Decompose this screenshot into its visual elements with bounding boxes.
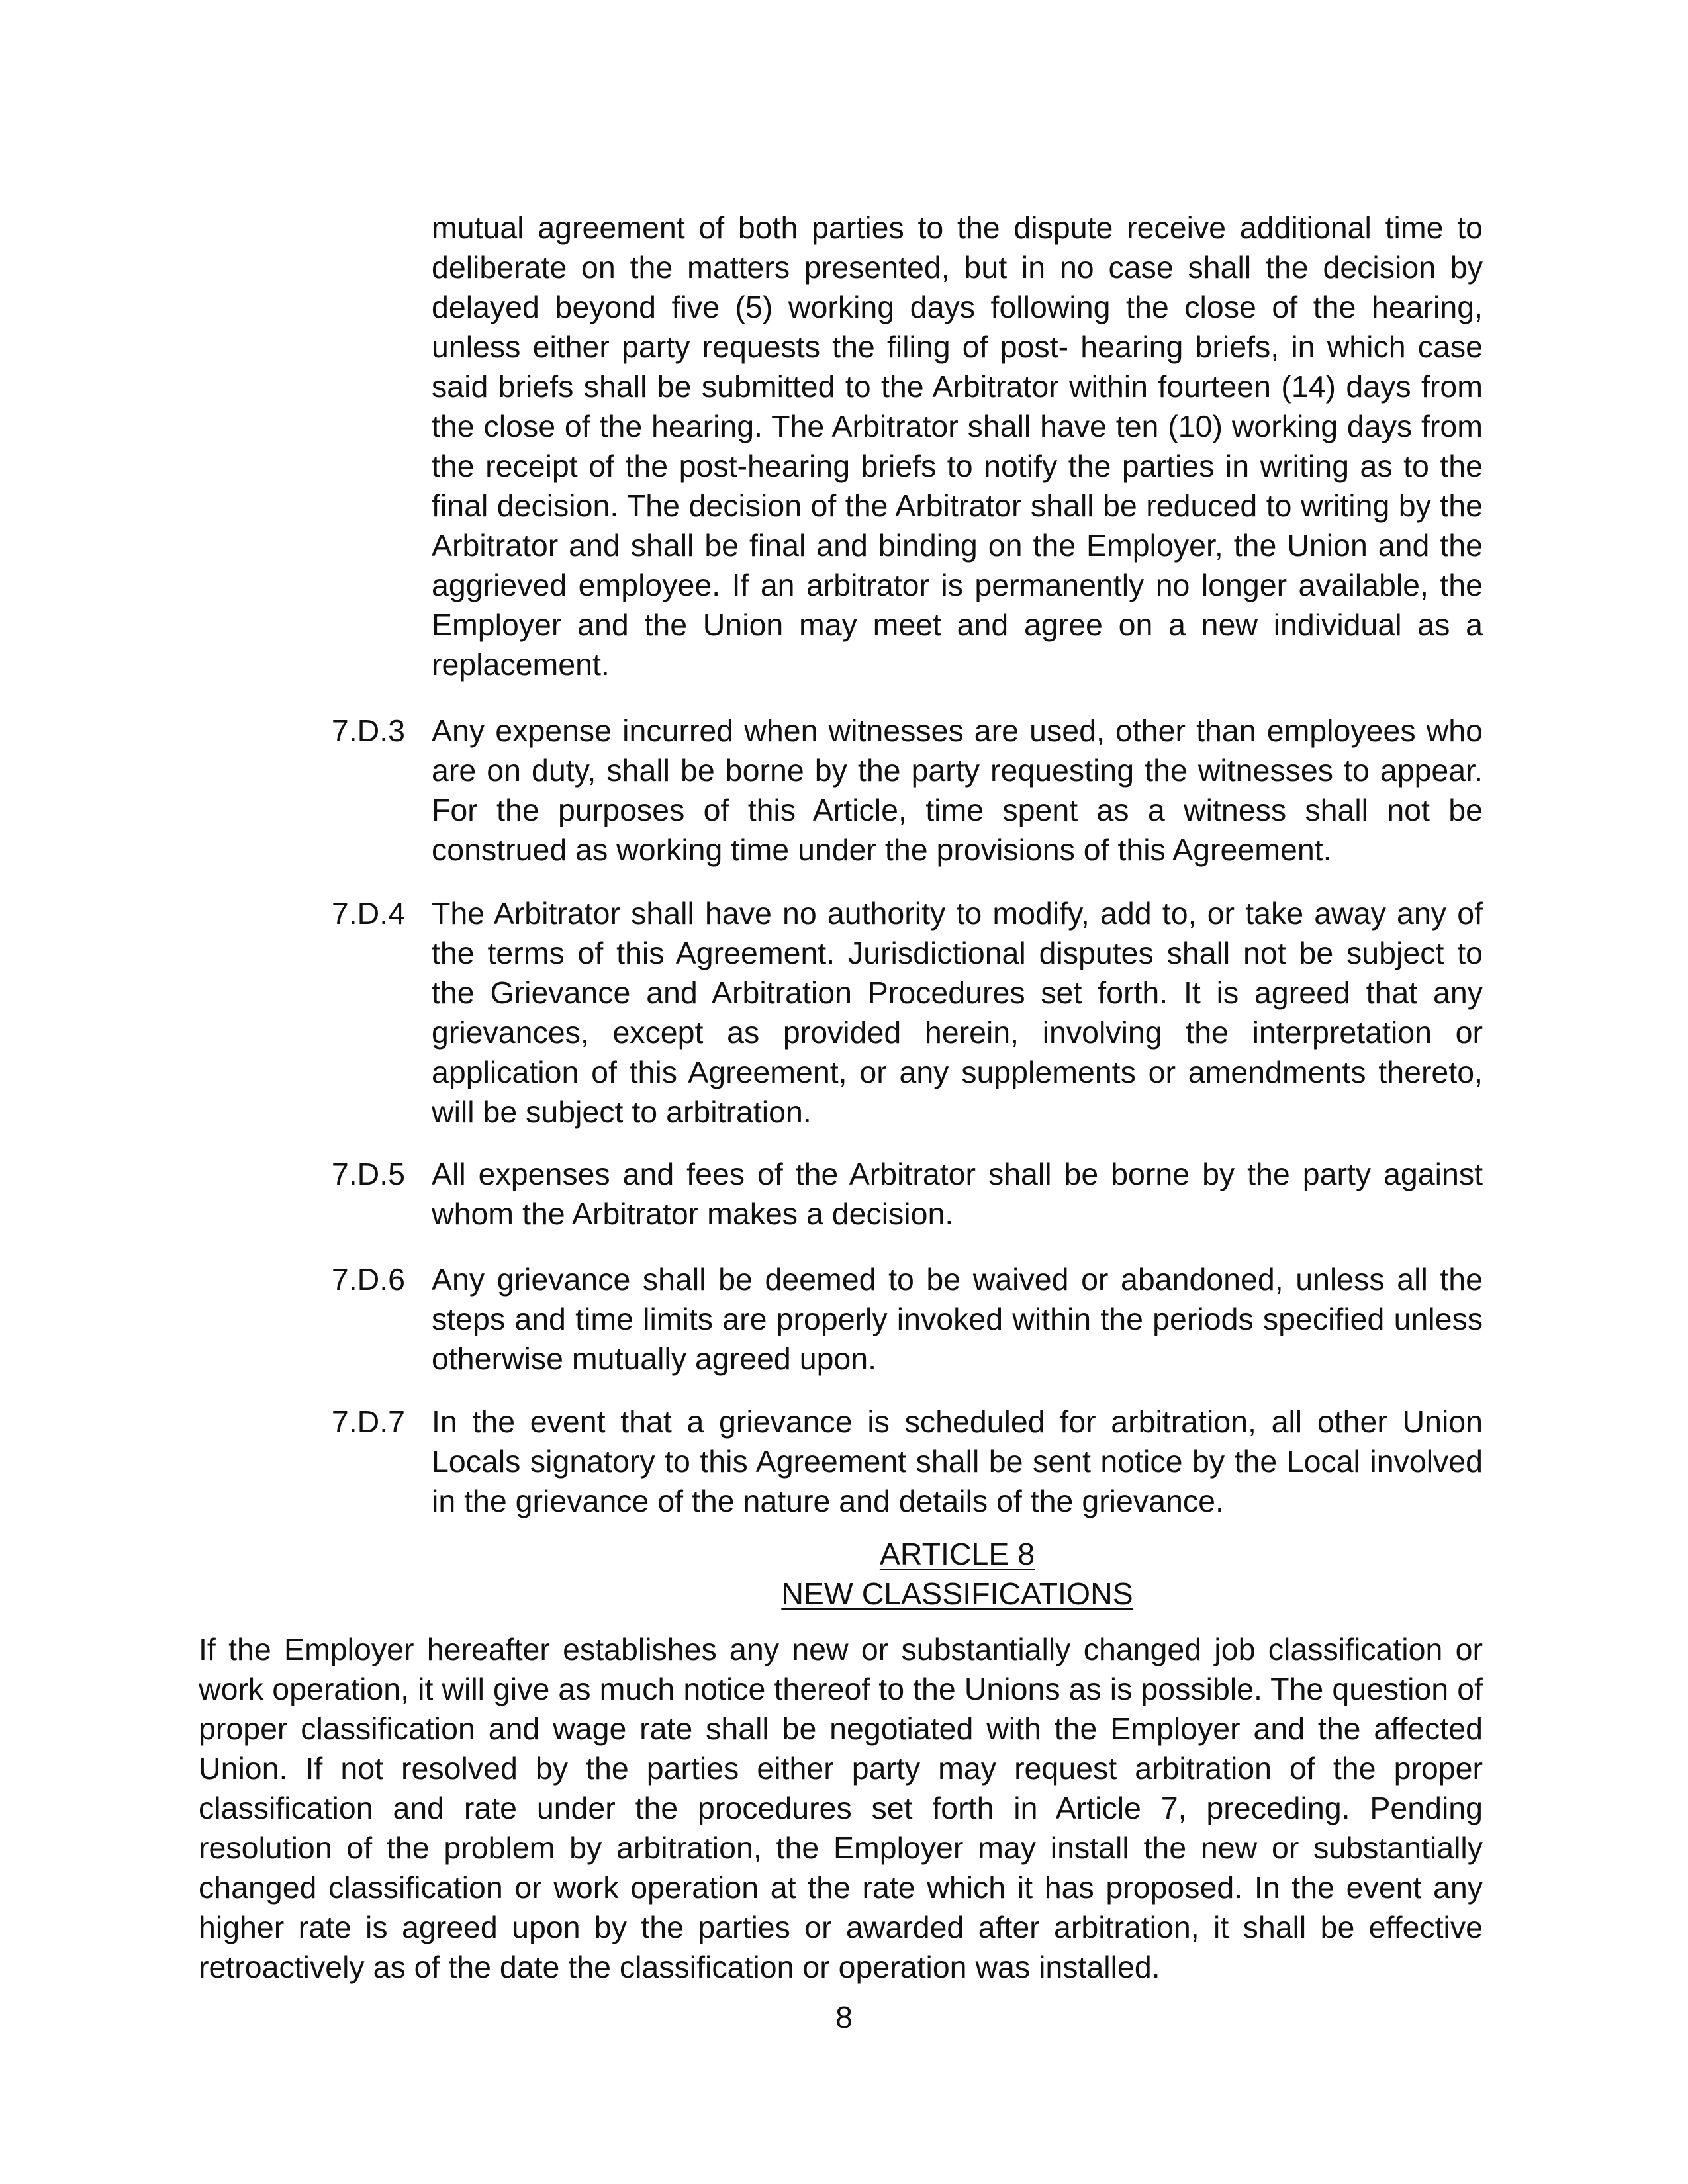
section-number: 7.D.3 (331, 713, 405, 748)
section-7-d-7 (331, 1402, 1483, 1521)
section-7-d-5 (331, 1154, 1483, 1234)
section-number: 7.D.4 (331, 896, 405, 931)
article-number-heading (432, 1534, 1483, 1574)
continued-paragraph: mutual agreement of both parties to the dispute receive additional time to deliberate on the matters presented, but in no case shall the decision by delayed beyond five (5) working days following the close of the hearing, unless either party requests the filing of post- hearing briefs, in which case said briefs shall be submitted to the Arbitrator within fourteen (14) days from the close of the hearing. The Arbitrator shall have ten (10) working days from the receipt of the post-hearing briefs to notify the parties in writing as to the final decision. The decision of the Arbitrator shall be reduced to writing by the Arbitrator and shall be final and binding on the Employer, the Union and the aggrieved employee. If an arbitrator is permanently no longer available, the Employer and the Union may meet and agree on a new individual as a replacement. (432, 210, 1483, 682)
section-number: 7.D.5 (331, 1157, 405, 1191)
page-number: 8 (835, 2000, 853, 2034)
article-title: NEW CLASSIFICATIONS (781, 1576, 1133, 1611)
section-number: 7.D.6 (331, 1262, 405, 1297)
section-text: The Arbitrator shall have no authority to modify, add to, or take away any of the terms of this Agreement. Jurisdictional disputes shall not be subject to the Grievance and Arbitration Procedures set forth. It is agreed that any grievances, except as provided herein, involving the interpretation or application of this Agreement, or any supplements or amendments thereto, will be subject to arbitration. (432, 896, 1483, 1129)
section-text: All expenses and fees of the Arbitrator shall be borne by the party against whom the Arbitrator makes a decision. (432, 1157, 1483, 1231)
section-7-d-4 (331, 893, 1483, 1132)
section-text: Any grievance shall be deemed to be waived or abandoned, unless all the steps and time limits are properly invoked within the periods specified unless otherwise mutually agreed upon. (432, 1262, 1483, 1376)
section-text: In the event that a grievance is scheduled for arbitration, all other Union Locals signatory to this Agreement shall be sent notice by the Local involved in the grievance of the nature and details of the grievance. (432, 1404, 1483, 1518)
section-number: 7.D.7 (331, 1404, 405, 1439)
section-text: Any expense incurred when witnesses are used, other than employees who are on duty, shall be borne by the party requesting the witnesses to appear. For the purposes of this Article, time spent as a witness shall not be construed as working time under the provisions of this Agreement. (432, 713, 1483, 867)
article-title-heading (432, 1574, 1483, 1614)
article-body-paragraph: If the Employer hereafter establishes any new or substantially changed job classification or work operation, it will give as much notice thereof to the Unions as is possible. The question of proper classification and wage rate shall be negotiated with the Employer and the affected Union. If not resolved by the parties either party may request arbitration of the proper classification and rate under the procedures set forth in Article 7, preceding. Pending resolution of the problem by arbitration, the Employer may install the new or substantially changed classification or work operation at the rate which it has proposed. In the event any higher rate is agreed upon by the parties or awarded after arbitration, it shall be effective retroactively as of the date the classification or operation was installed. (199, 1632, 1483, 1984)
section-7-d-3 (331, 711, 1483, 870)
article-number: ARTICLE 8 (879, 1537, 1035, 1571)
section-7-d-6 (331, 1259, 1483, 1379)
